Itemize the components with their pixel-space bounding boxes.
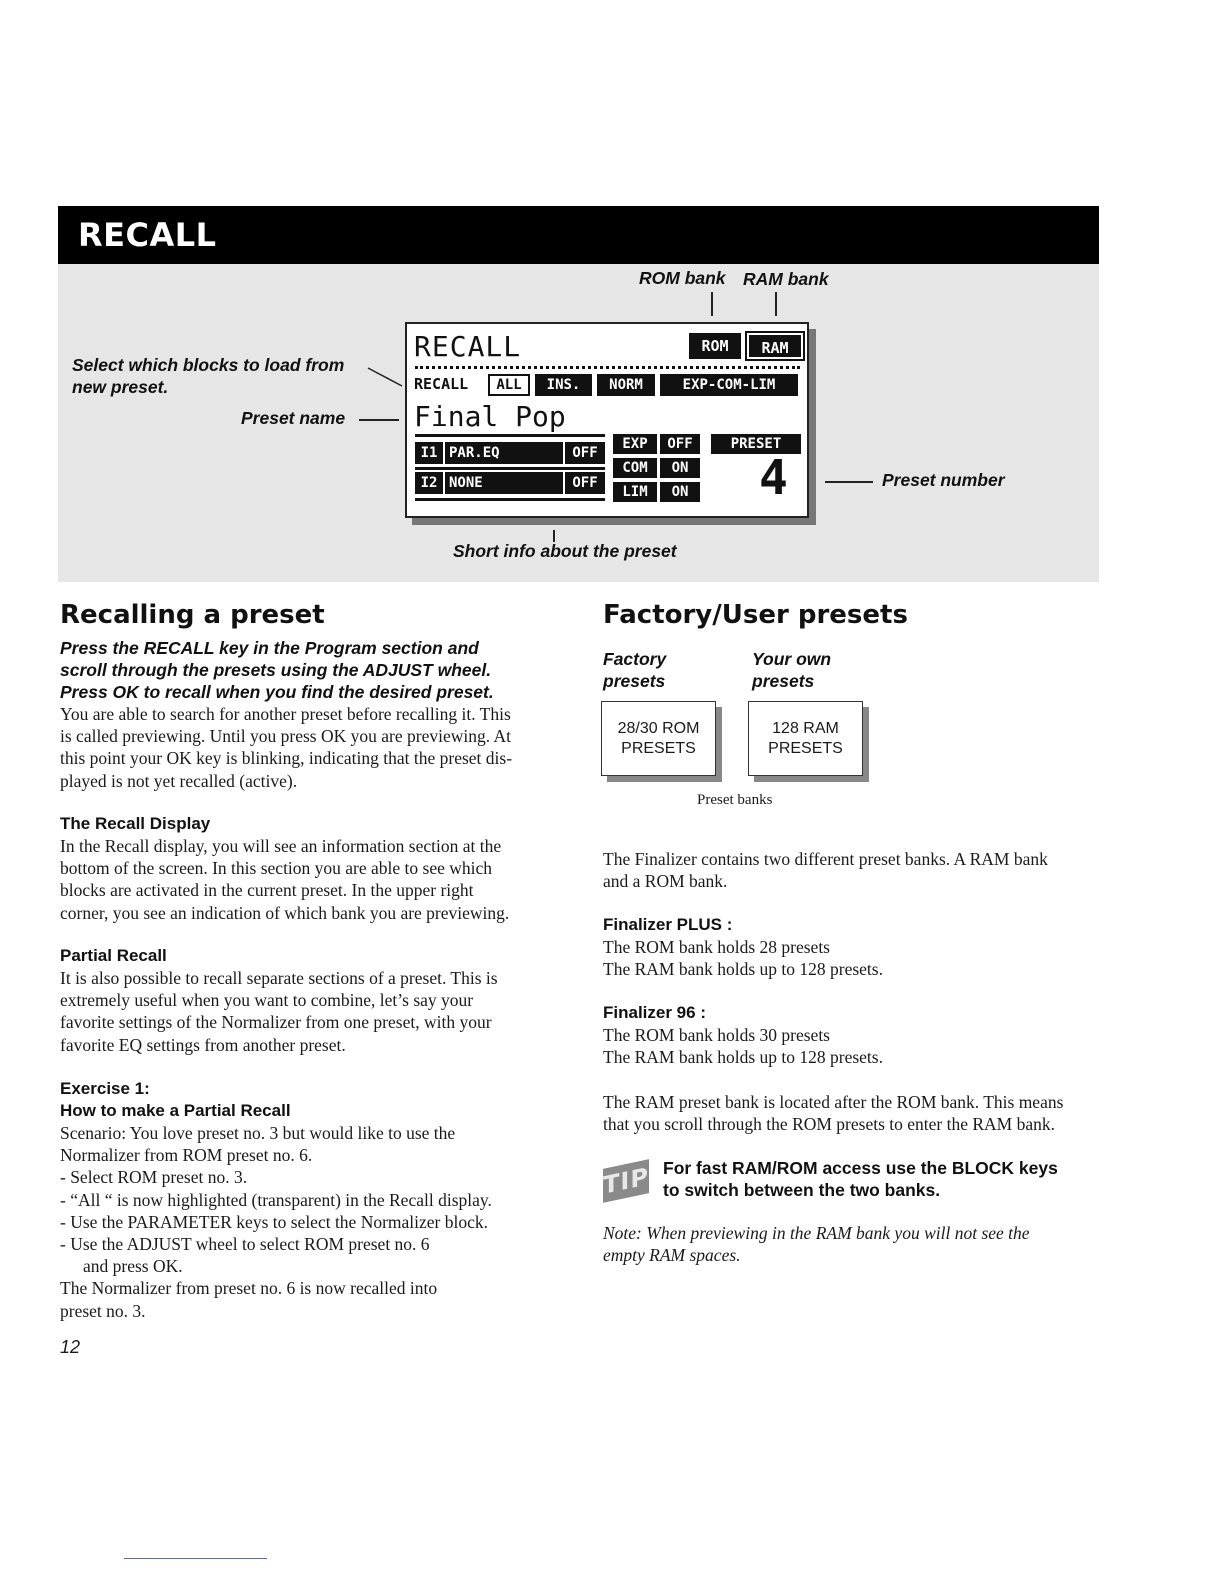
section-title: RECALL xyxy=(78,216,217,254)
exercise-step: - Use the PARAMETER keys to select the Normalizer block. xyxy=(60,1211,489,1232)
lcd-exp-state: OFF xyxy=(660,434,700,454)
lcd-preset-label: PRESET xyxy=(711,434,801,454)
section-title-bar xyxy=(58,206,1099,264)
previewing-paragraph: You are able to search for another preset before recalling it. This is called previewing. Until you press OK you are previewing. At this point your OK key is blinking, indicating that the preset dis- played is not yet recalled (active). xyxy=(60,704,513,791)
lcd-insert-divider xyxy=(415,434,605,437)
lcd-ram-tag: RAM xyxy=(747,333,803,359)
preset-name-leader xyxy=(359,419,399,421)
bank-order-paragraph: The RAM preset bank is located after the ROM bank. This means that you scroll through the ROM presets to enter the RAM bank. xyxy=(603,1092,1064,1135)
preset-banks-paragraph: The Finalizer contains two different preset banks. A RAM bank and a ROM bank. xyxy=(603,849,1048,892)
exercise-heading: Exercise 1: How to make a Partial Recall xyxy=(60,1079,291,1121)
lcd-insert1-name: PAR.EQ xyxy=(445,442,563,464)
exercise-step-continuation: and press OK. xyxy=(83,1256,183,1277)
lcd-insert2-state: OFF xyxy=(565,472,605,494)
lcd-title: RECALL xyxy=(414,330,522,363)
finalizer-plus-heading: Finalizer PLUS : xyxy=(603,915,733,934)
footer-rule xyxy=(124,1558,267,1559)
ram-presets-box: 128 RAM PRESETS xyxy=(748,701,863,776)
recalling-instructions: Press the RECALL key in the Program section and scroll through the presets using the ADJUST wheel. Press OK to recall when you find the desired preset. xyxy=(60,638,494,703)
exercise-step: - Select ROM preset no. 3. xyxy=(60,1167,248,1188)
tip-text: For fast RAM/ROM access use the BLOCK keys to switch between the two banks. xyxy=(663,1158,1058,1201)
select-blocks-leader xyxy=(366,366,406,388)
lcd-block-norm: NORM xyxy=(597,374,655,396)
select-blocks-callout: Select which blocks to load from new preset. xyxy=(72,355,345,397)
lcd-preset-name: Final Pop xyxy=(414,400,566,433)
lcd-insert-divider-2 xyxy=(415,467,605,470)
ram-note: Note: When previewing in the RAM bank you will not see the empty RAM spaces. xyxy=(603,1223,1030,1266)
exercise-body: Scenario: You love preset no. 3 but would like to use the Normalizer from ROM preset no. 6. - Select ROM preset no. 3. - “All “ is now highlighted (transparent) in the Recall display. - Use the PARAMETER keys to select the Normalizer block. - Use the ADJUST wheel to select ROM preset no. 6 and press OK. The Normalizer from preset no. 6 is now recalled into preset no. 3. xyxy=(60,1122,550,1322)
lcd-recall-label: RECALL xyxy=(414,375,469,393)
preset-banks-caption: Preset banks xyxy=(697,792,773,808)
lcd-block-exp-com-lim: EXP-COM-LIM xyxy=(660,374,798,396)
ram-bank-callout: RAM bank xyxy=(743,269,829,289)
partial-recall-heading: Partial Recall xyxy=(60,946,167,965)
exercise-step: - “All “ is now highlighted (transparent) in the Recall display. xyxy=(60,1189,492,1210)
lcd-insert-divider-3 xyxy=(415,498,605,501)
lcd-lim-label: LIM xyxy=(613,482,657,502)
exercise-step: - Use the ADJUST wheel to select ROM preset no. 6 xyxy=(60,1234,430,1255)
finalizer-plus-paragraph: The ROM bank holds 28 presets The RAM bank holds up to 128 presets. xyxy=(603,937,883,980)
own-presets-label: Your own presets xyxy=(752,649,832,692)
factory-user-heading: Factory/User presets xyxy=(603,600,908,630)
lcd-dotted-separator xyxy=(415,366,800,369)
tip-icon: TIP xyxy=(603,1159,649,1203)
recalling-heading: Recalling a preset xyxy=(60,600,325,630)
preset-name-callout: Preset name xyxy=(241,408,346,428)
lcd-lim-state: ON xyxy=(660,482,700,502)
factory-presets-label: Factory presets xyxy=(603,649,667,692)
lcd-insert1-state: OFF xyxy=(565,442,605,464)
finalizer-96-paragraph: The ROM bank holds 30 presets The RAM bank holds up to 128 presets. xyxy=(603,1025,883,1068)
preset-number-leader xyxy=(825,481,873,483)
partial-recall-paragraph: It is also possible to recall separate sections of a preset. This is extremely useful when you want to combine, let’s say your favorite settings of the Normalizer from one preset, with your favorite EQ settings from another preset. xyxy=(60,968,498,1055)
lcd-insert2-name: NONE xyxy=(445,472,563,494)
preset-number-callout: Preset number xyxy=(882,470,1005,490)
recall-display-heading: The Recall Display xyxy=(60,814,211,833)
short-info-callout: Short info about the preset xyxy=(453,541,677,561)
finalizer-96-heading: Finalizer 96 : xyxy=(603,1003,706,1022)
lcd-insert1-number: I1 xyxy=(415,442,443,464)
ram-bank-leader xyxy=(775,292,777,316)
lcd-preset-number: 4 xyxy=(759,450,788,506)
rom-bank-callout: ROM bank xyxy=(639,268,726,288)
rom-presets-box: 28/30 ROM PRESETS xyxy=(601,701,716,776)
lcd-insert2-number: I2 xyxy=(415,472,443,494)
lcd-display xyxy=(405,322,809,518)
lcd-block-all: ALL xyxy=(488,374,530,396)
lcd-exp-label: EXP xyxy=(613,434,657,454)
recall-display-paragraph: In the Recall display, you will see an information section at the bottom of the screen. In this section you are able to see which blocks are activated in the current preset. In the upper right corner, you see an indication of which bank you are previewing. xyxy=(60,836,510,923)
lcd-com-label: COM xyxy=(613,458,657,478)
lcd-com-state: ON xyxy=(660,458,700,478)
rom-bank-leader xyxy=(711,292,713,316)
page-number: 12 xyxy=(60,1337,81,1357)
lcd-block-ins: INS. xyxy=(535,374,592,396)
lcd-rom-tag: ROM xyxy=(689,333,741,359)
